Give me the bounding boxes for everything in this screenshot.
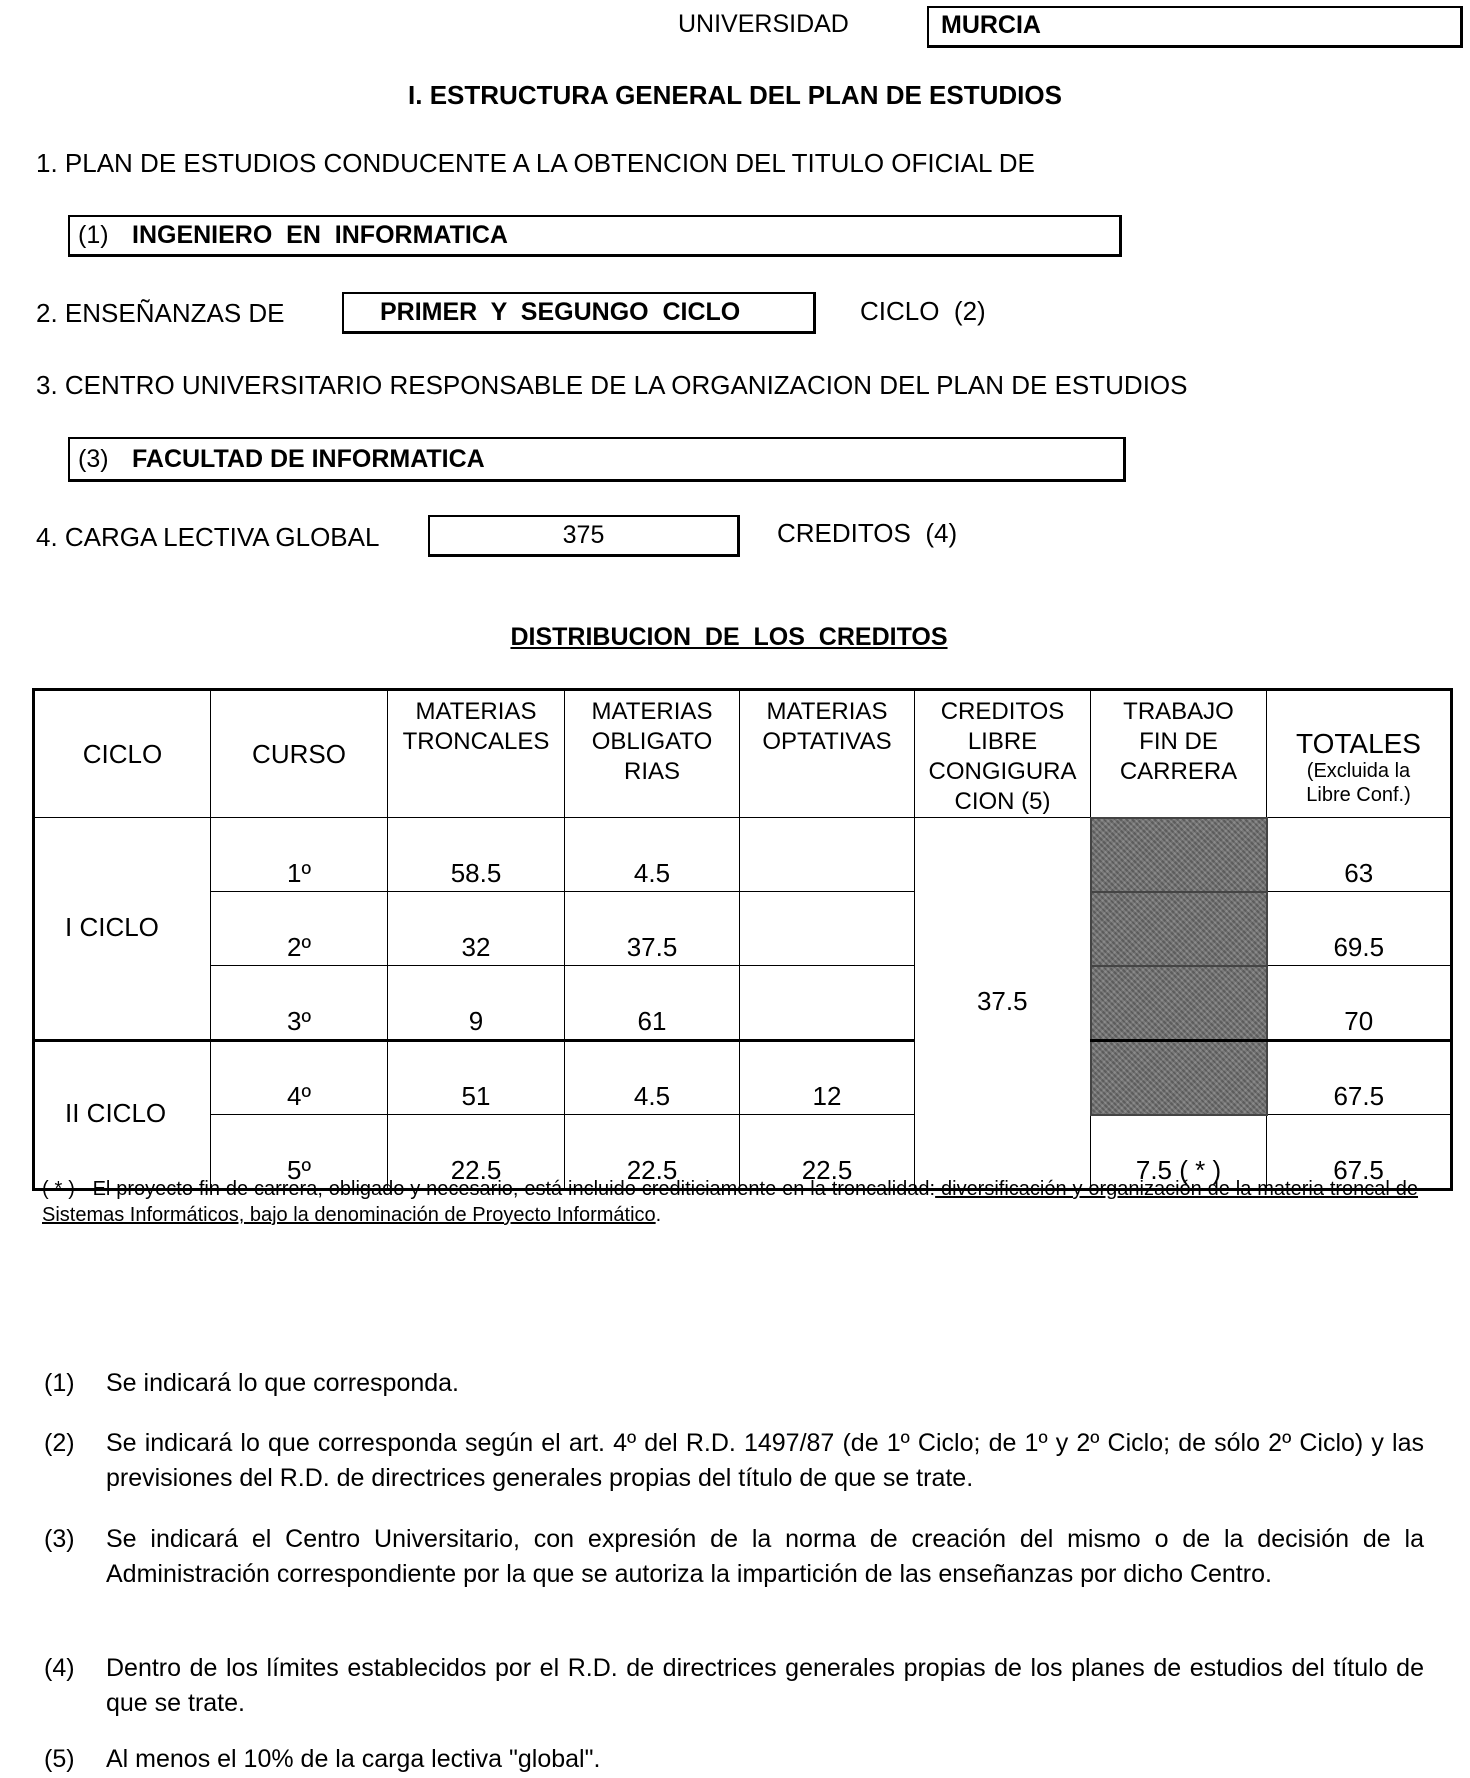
totales-cell: 70 <box>1267 966 1452 1041</box>
note-text: Dentro de los límites establecidos por el R.D. de directrices generales propias de los planes de estudios del título de que se trate. <box>106 1654 1424 1717</box>
optativas-cell <box>740 966 915 1041</box>
header-trabajo-line: CARRERA <box>1119 758 1238 785</box>
ciclo-cell: I CICLO <box>34 818 211 1041</box>
credit-distribution-table <box>32 688 1453 1191</box>
curso-cell: 4º <box>211 1040 388 1115</box>
center-marker: (3) <box>78 445 109 473</box>
curso-cell: 2º <box>211 892 388 966</box>
optativas-cell <box>740 892 915 966</box>
degree-value: INGENIERO EN INFORMATICA <box>132 221 508 249</box>
table-row <box>34 818 1452 892</box>
totales-cell: 69.5 <box>1267 892 1452 966</box>
header-ciclo: CICLO <box>34 690 211 818</box>
table-row <box>34 1040 1452 1115</box>
optativas-cell: 12 <box>740 1040 915 1115</box>
cycles-value: PRIMER Y SEGUNGO CICLO <box>380 298 741 326</box>
header-libre <box>915 690 1091 818</box>
note-text: Al menos el 10% de la carga lectiva "global". <box>106 1745 601 1773</box>
libre-cell: 37.5 <box>915 818 1091 1190</box>
center-box <box>68 437 1126 482</box>
note-number: (3) <box>44 1525 75 1553</box>
curso-cell: 5º <box>211 1115 388 1190</box>
note-number: (4) <box>44 1654 75 1682</box>
header-libre-line: CION (5) <box>954 788 1051 815</box>
cycles-box <box>342 292 816 334</box>
troncales-cell: 22.5 <box>388 1115 565 1190</box>
university-value: MURCIA <box>941 11 1041 39</box>
header-obligatorias-line: OBLIGATO <box>591 728 713 755</box>
section4-suffix: CREDITOS (4) <box>777 518 958 548</box>
obligatorias-cell: 4.5 <box>565 1040 740 1115</box>
obligatorias-cell: 37.5 <box>565 892 740 966</box>
footnote-end: . <box>655 1204 662 1226</box>
header-totales-note: Libre Conf.) <box>1306 784 1411 806</box>
section2-suffix: CICLO (2) <box>860 296 986 326</box>
troncales-cell: 32 <box>388 892 565 966</box>
totales-cell: 67.5 <box>1267 1040 1452 1115</box>
troncales-cell: 58.5 <box>388 818 565 892</box>
note-item <box>44 1366 1424 1406</box>
footnote-text: El proyecto fin de carrera, obligado y necesario, está incluido crediticiamente en la troncalidad: <box>92 1178 936 1200</box>
table-row <box>34 892 1452 966</box>
obligatorias-cell: 61 <box>565 966 740 1041</box>
footnote-marker: ( * ) <box>42 1178 75 1200</box>
trabajo-cell <box>1091 966 1267 1041</box>
header-optativas <box>740 690 915 818</box>
load-value: 375 <box>562 521 605 549</box>
university-label: UNIVERSIDAD <box>678 10 849 38</box>
university-box <box>927 6 1463 48</box>
section4-label: 4. CARGA LECTIVA GLOBAL <box>36 522 380 552</box>
trabajo-cell <box>1091 818 1267 892</box>
section2-label: 2. ENSEÑANZAS DE <box>36 298 285 328</box>
note-number: (2) <box>44 1429 75 1457</box>
header-troncales <box>388 690 565 818</box>
distribution-title: DISTRIBUCION DE LOS CREDITOS <box>510 623 948 651</box>
note-item <box>44 1522 1424 1628</box>
header-troncales-line: MATERIAS <box>415 698 537 725</box>
header-obligatorias-line: MATERIAS <box>591 698 713 725</box>
header-trabajo-line: TRABAJO <box>1123 698 1234 725</box>
header-optativas-line: MATERIAS <box>766 698 888 725</box>
center-value: FACULTAD DE INFORMATICA <box>132 445 485 473</box>
header-curso: CURSO <box>211 690 388 818</box>
totales-cell: 67.5 <box>1267 1115 1452 1190</box>
note-number: (5) <box>44 1745 75 1773</box>
load-box <box>428 515 740 557</box>
troncales-cell: 51 <box>388 1040 565 1115</box>
totales-cell: 63 <box>1267 818 1452 892</box>
note-number: (1) <box>44 1369 75 1397</box>
header-obligatorias-line: RIAS <box>623 758 680 785</box>
note-text: Se indicará lo que corresponda. <box>106 1369 460 1397</box>
header-obligatorias <box>565 690 740 818</box>
optativas-cell <box>740 818 915 892</box>
section1-label: 1. PLAN DE ESTUDIOS CONDUCENTE A LA OBTENCION DEL TITULO OFICIAL DE <box>36 148 1035 178</box>
optativas-cell: 22.5 <box>740 1115 915 1190</box>
header-totales-title: TOTALES <box>1295 728 1421 759</box>
degree-box <box>68 215 1122 257</box>
table-row <box>34 966 1452 1041</box>
obligatorias-cell: 22.5 <box>565 1115 740 1190</box>
note-text: Se indicará lo que corresponda según el art. 4º del R.D. 1497/87 (de 1º Ciclo; de 1º y 2º Ciclo; de sólo 2º Ciclo) y las previsiones del R.D. de directrices generales propias del título de que se trate. <box>106 1429 1424 1492</box>
table-header-row <box>34 690 1452 818</box>
note-item <box>44 1426 1424 1498</box>
curso-cell: 3º <box>211 966 388 1041</box>
curso-cell: 1º <box>211 818 388 892</box>
note-item <box>44 1651 1424 1723</box>
trabajo-cell: 7.5 ( * ) <box>1091 1115 1267 1190</box>
header-trabajo-line: FIN DE <box>1139 728 1218 755</box>
header-totales-note: (Excluida la <box>1306 760 1411 782</box>
header-troncales-line: TRONCALES <box>402 728 550 755</box>
note-text: Se indicará el Centro Universitario, con expresión de la norma de creación del mismo o de la decisión de la Administración correspondiente por la que se autoriza la impartición de las enseñanzas por dicho Centro. <box>106 1525 1424 1588</box>
obligatorias-cell: 4.5 <box>565 818 740 892</box>
header-optativas-line: OPTATIVAS <box>762 728 892 755</box>
trabajo-cell <box>1091 1040 1267 1115</box>
trabajo-cell <box>1091 892 1267 966</box>
ciclo-cell: II CICLO <box>34 1040 211 1189</box>
header-trabajo <box>1091 690 1267 818</box>
header-libre-line: LIBRE <box>967 728 1038 755</box>
section3-label: 3. CENTRO UNIVERSITARIO RESPONSABLE DE LA ORGANIZACION DEL PLAN DE ESTUDIOS <box>36 370 1188 400</box>
degree-marker: (1) <box>78 221 109 249</box>
header-libre-line: CREDITOS <box>940 698 1065 725</box>
header-totales <box>1267 690 1452 818</box>
troncales-cell: 9 <box>388 966 565 1041</box>
page-title: I. ESTRUCTURA GENERAL DEL PLAN DE ESTUDIOS <box>408 80 1062 110</box>
header-libre-line: CONGIGURA <box>928 758 1077 785</box>
table-footnote <box>42 1176 1418 1228</box>
footnote-underlined: diversificación y organización de la materia troncal de Sistemas Informáticos, bajo la denominación de Proyecto Informático <box>42 1178 1419 1226</box>
note-item <box>44 1742 1424 1778</box>
